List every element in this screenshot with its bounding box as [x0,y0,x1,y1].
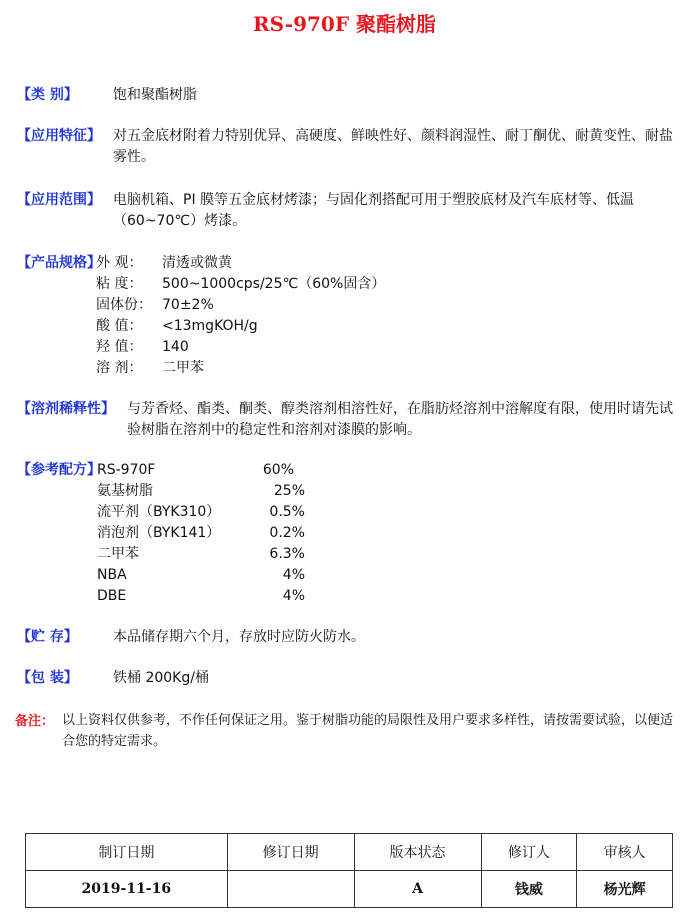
package-text: 铁桶 200Kg/桶 [113,670,209,686]
header-cell: 版本状态 [354,834,481,871]
revision-table [25,833,673,908]
header-cell: 制订日期 [26,834,228,871]
value-cell: 2019-11-16 [26,871,228,908]
category-text: 饱和聚酯树脂 [113,87,197,103]
dilution-text: 与芳香烃、酯类、酮类、醇类溶剂相溶性好，在脂肪烃溶剂中溶解度有限，使用时请先试验树脂在溶剂中的稳定性和溶剂对漆膜的影响。 [127,401,673,438]
spec-row: 羟 值： 140 [96,339,189,355]
spec-row: 固体份： 70±2% [96,297,214,313]
scope-text: 电脑机箱、PI 膜等五金底材烤漆；与固化剂搭配可用于塑胶底材及汽车底材等、低温（60~70℃）烤漆。 [113,192,635,229]
value-cell [227,871,354,908]
header-cell: 审核人 [577,834,673,871]
spec-label: 【产品规格】 [17,255,101,271]
header-cell: 修订日期 [227,834,354,871]
dilution-label: 【溶剂稀释性】 [17,401,115,417]
recipe-label: 【参考配方】 [17,462,101,478]
note-text: 以上资料仅供参考，不作任何保证之用。鉴于树脂功能的局限性及用户要求多样性，请按需要试验，以便适合您的特定需求。 [62,713,674,749]
scope-label: 【应用范围】 [17,192,101,208]
features-label: 【应用特征】 [17,128,101,144]
header-cell: 修订人 [481,834,577,871]
value-cell: 钱威 [481,871,577,908]
revision-value-row [26,871,673,908]
storage-label: 【贮 存】 [17,629,78,645]
category-label: 【类 别】 [17,87,78,103]
value-cell: 杨光辉 [577,871,673,908]
spec-row: 外 观： 清透或微黄 [96,255,232,271]
storage-text: 本品储存期六个月，存放时应防火防水。 [113,629,365,645]
note-label: 备注： [15,714,55,729]
package-label: 【包 装】 [17,670,78,686]
value-cell: A [354,871,481,908]
revision-header-row [26,834,673,871]
spec-row: 酸 值： <13mgKOH/g [96,318,258,334]
spec-row: 溶 剂： 二甲苯 [96,360,204,376]
features-text: 对五金底材附着力特别优异、高硬度、鲜映性好、颜料润湿性、耐丁酮优、耐黄变性、耐盐雾性。 [113,128,673,165]
document-title: RS-970F 聚酯树脂 [252,12,436,36]
spec-row: 粘 度： 500~1000cps/25℃（60%固含） [96,276,386,292]
